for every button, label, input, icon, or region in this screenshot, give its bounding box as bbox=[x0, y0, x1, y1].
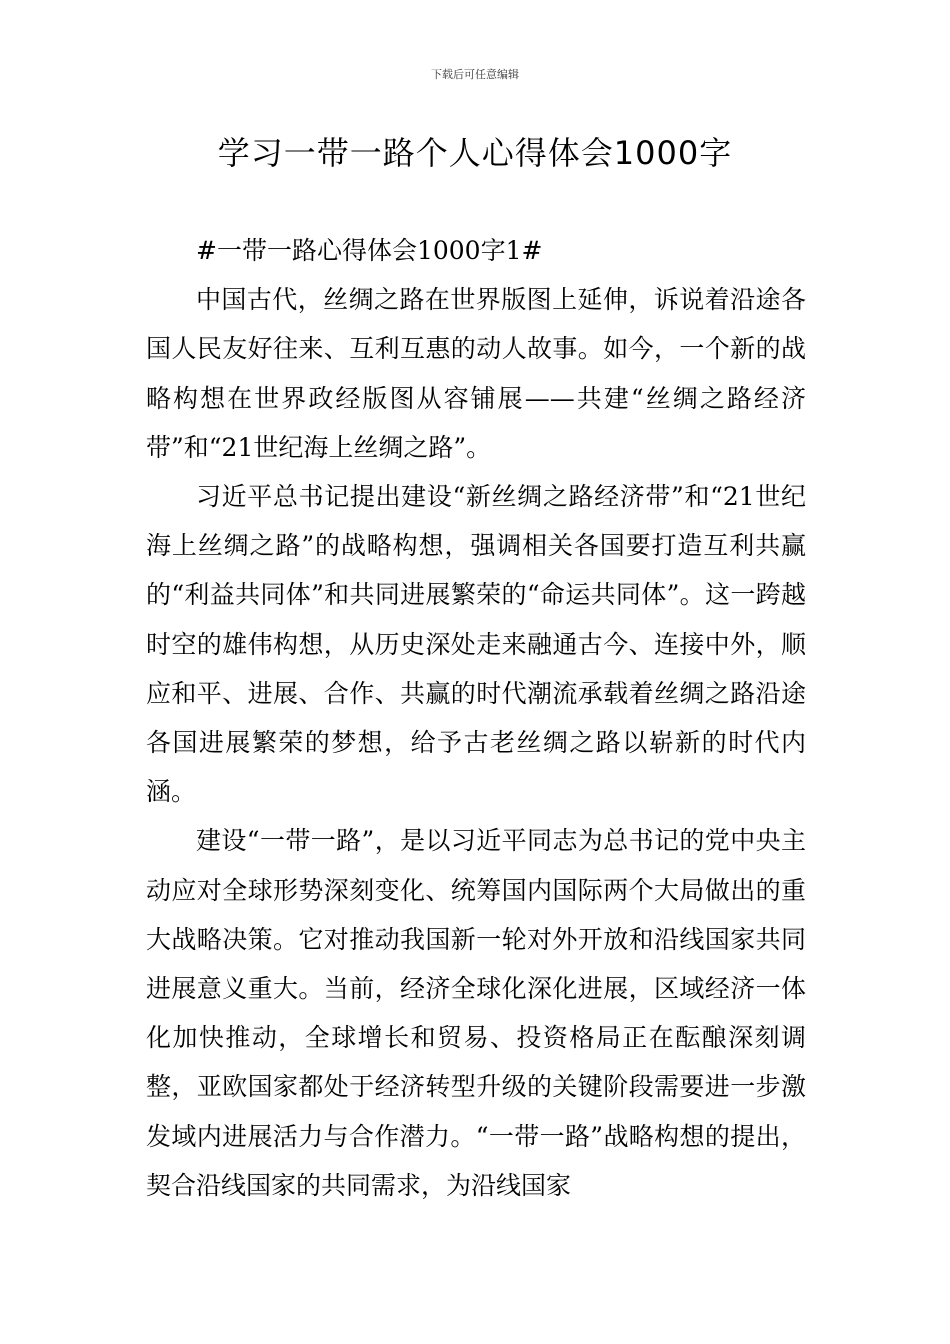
paragraph-2: 习近平总书记提出建设“新丝绸之路经济带”和“21世纪海上丝绸之路”的战略构想，强调相关各国要打造互利共赢的“利益共同体”和共同进展繁荣的“命运共同体”。这一跨越时空的雄伟构想，从历史深处走来融通古今、连接中外，顺应和平、进展、合作、共赢的时代潮流承载着丝绸之路沿途各国进展繁荣的梦想，给予古老丝绸之路以崭新的时代内涵。 bbox=[146, 482, 806, 807]
header-note: 下载后可任意编辑 bbox=[431, 68, 519, 81]
document-body bbox=[146, 226, 806, 1210]
paragraph-3: 建设“一带一路”，是以习近平同志为总书记的党中央主动应对全球形势深刻变化、统筹国内国际两个大局做出的重大战略决策。它对推动我国新一轮对外开放和沿线国家共同进展意义重大。当前，经济全球化深化进展，区域经济一体化加快推动，全球增长和贸易、投资格局正在酝酿深刻调整，亚欧国家都处于经济转型升级的关键阶段需要进一步激发域内进展活力与合作潜力。“一带一路”战略构想的提出，契合沿线国家的共同需求，为沿线国家 bbox=[146, 826, 806, 1200]
document-title: 学习一带一路个人心得体会1000字 bbox=[217, 134, 733, 172]
paragraph-1: 中国古代，丝绸之路在世界版图上延伸，诉说着沿途各国人民友好往来、互利互惠的动人故事。如今，一个新的战略构想在世界政经版图从容铺展——共建“丝绸之路经济带”和“21世纪海上丝绸之路”。 bbox=[146, 285, 806, 462]
section-subheading: #一带一路心得体会1000字1# bbox=[196, 236, 543, 265]
